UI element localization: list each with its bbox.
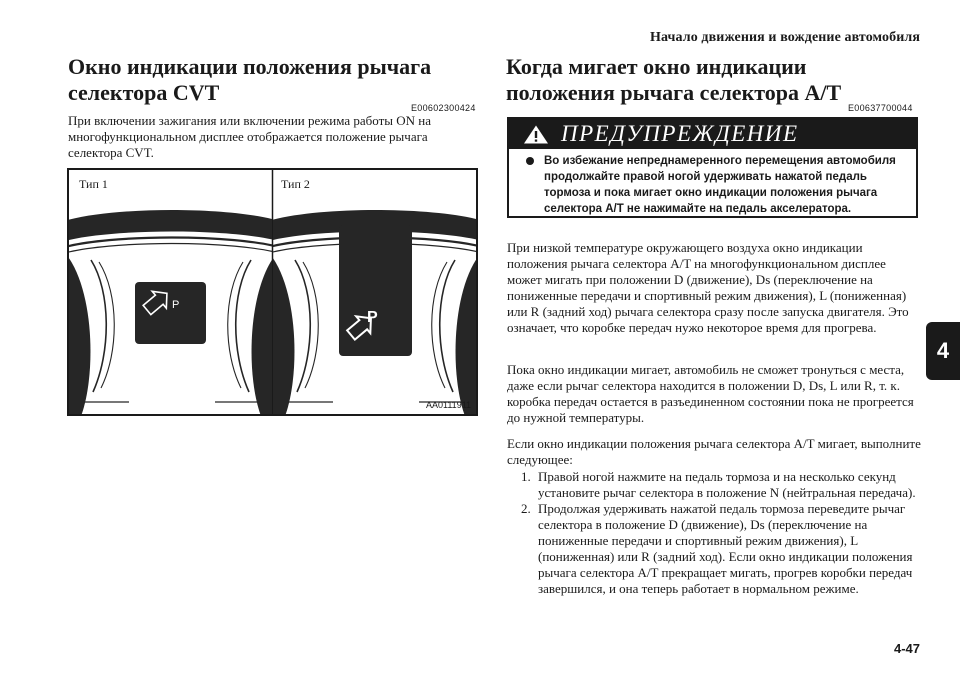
figure-code: AA0111911 [426, 400, 472, 410]
running-header: Начало движения и вождение автомобиля [650, 30, 920, 45]
section-body-cvt: При включении зажигания или включении режима работы ON на многофункциональном дисплее отображается положение рычага селектора CVT. [68, 113, 432, 160]
warning-title: ПРЕДУПРЕЖДЕНИЕ [561, 121, 799, 146]
paragraph-blinking: Пока окно индикации мигает, автомобиль не сможет тронуться с места, даже если рычаг селектора находится в положении D, Ds, L или R, т. к. коробка передач остается в разъединенном состоянии пока не прогреется до нужной температуры. [507, 362, 914, 425]
section-title-at: Когда мигает окно индикации положения рычага селектора A/T [506, 54, 842, 105]
dashboard-illustration [69, 170, 476, 414]
step-text: Правой ногой нажмите на педаль тормоза и на несколько секунд установите рычаг селектора в положение N (нейтральная передача). [538, 469, 916, 500]
warning-box [507, 117, 918, 218]
selector-display-type2 [339, 225, 412, 356]
page-number: 4-47 [893, 641, 920, 656]
step-number: 1. [521, 469, 531, 484]
section-code-at: E00637700044 [848, 103, 913, 113]
type1-p-glyph: P [172, 299, 180, 311]
warning-text: Во избежание непреднамеренного перемещения автомобиля продолжайте правой ногой удерживать нажатой педаль тормоза и пока мигает окно индикации положения рычага селектора A/T не нажимайте на педаль акселератора. [544, 155, 896, 215]
section-title-cvt: Окно индикации положения рычага селектора CVT [68, 54, 432, 105]
section-code-cvt: E00602300424 [411, 103, 476, 113]
procedure-step [521, 469, 921, 501]
warning-triangle-icon [523, 124, 549, 145]
dashboard-figure [67, 168, 478, 416]
type1-label: Тип 1 [79, 177, 108, 191]
gauge-cluster-type2 [253, 210, 476, 414]
type2-p-glyph: P [367, 309, 378, 326]
step-number: 2. [521, 501, 531, 516]
type2-label: Тип 2 [281, 177, 310, 191]
procedure-step [521, 501, 921, 597]
gauge-cluster-type1 [69, 210, 293, 414]
warning-header [509, 119, 916, 149]
selector-display-type1 [135, 282, 206, 344]
procedure-steps [521, 469, 921, 597]
paragraph-cold-temperature: При низкой температуре окружающего воздуха окно индикации положения рычага селектора A/T на многофункциональном дисплее может мигать при положении D (движение), Ds (переключение на пониженные передачи и спортивный режим движения), L (пониженная) или R (задний ход) рычага селектора сразу после запуска двигателя. Это означает, что коробке передач нужо некоторое время для прогрева. [507, 240, 909, 335]
chapter-tab[interactable]: 4 [926, 322, 960, 380]
step-text: Продолжая удерживать нажатой педаль тормоза переведите рычаг селектора в положение D (движение), Ds (переключение на пониженные передачи и спортивный режим движения), L (пониженная) или R (задний ход). Если окно индикации положения рычага селектора A/T прекращает мигать, прогрев коробки передач завершился, и она теперь работает в нормальном режиме. [538, 501, 913, 596]
paragraph-procedure-intro: Если окно индикации положения рычага селектора A/T мигает, выполните следующее: [507, 436, 921, 467]
bullet-icon [526, 157, 534, 165]
